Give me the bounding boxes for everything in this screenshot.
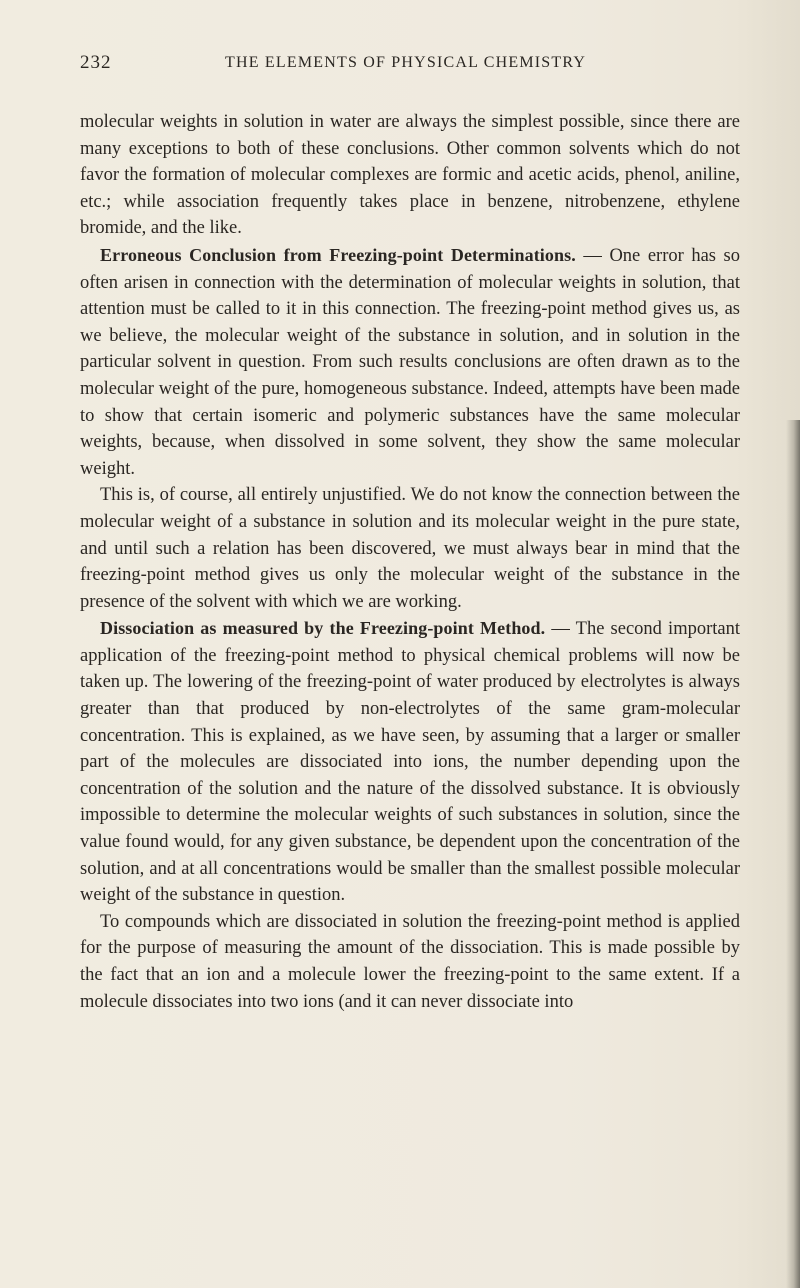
running-title: THE ELEMENTS OF PHYSICAL CHEMISTRY [225,54,587,71]
paragraph-unjustified [80,482,740,615]
paragraph-text: molecular weights in solution in water are always the simplest possible, since there are many exceptions to both of these conclusions. Other common solvents which do not favor the formation of molecular complexes are formic and acetic acids, phenol, aniline, etc.; while association frequently takes place in benzene, nitrobenzene, ethylene bromide, and the like. [80,112,740,239]
page-number: 232 [80,52,112,73]
page-header [80,52,740,82]
section-heading: Dissociation as measured by the Freezing-point Method. [100,618,546,639]
paragraph-erroneous-conclusion [80,242,740,482]
page-edge-shadow [786,420,800,1288]
paragraph-text: — The second important application of the freezing-point method to physical chemical problems will now be taken up. The lowering of the freezing-point of water produced by electrolytes is always greater than that produced by non-electrolytes of the same gram-molecular concentration. This is explained, as we have seen, by assuming that a larger or smaller part of the molecules are dissociated into ions, the number depending upon the concentration of the solution and the nature of the dissolved substance. It is obviously impossible to determine the molecular weights of such substances in solution, since the value found would, for any given substance, be dependent upon the concentration of the solution, and at all concentrations would be smaller than the smallest possible molecular weight of the substance in question. [80,619,740,906]
section-heading: Erroneous Conclusion from Freezing-point Determinations. [100,244,576,265]
paragraph-dissociation [80,615,740,909]
body-text [80,109,740,1015]
paragraph-continuation [80,109,740,242]
paragraph-compounds [80,909,740,1015]
paragraph-text: — One error has so often arisen in connection with the determination of molecular weights in solution, that attention must be called to it in this connection. The freezing-point method gives us, as we believe, the molecular weight of the substance in solution, and in solution in the particular solvent in question. From such results conclusions are often drawn as to the molecular weight of the pure, homogeneous substance. Indeed, attempts have been made to show that certain isomeric and polymeric substances have the same molecular weights, because, when dissolved in some solvent, they show the same molecular weight. [80,245,740,479]
paragraph-text: This is, of course, all entirely unjustified. We do not know the connection between the molecular weight of a substance in solution and its molecular weight in the pure state, and until such a relation has been discovered, we must always bear in mind that the freezing-point method gives us only the molecular weight of the substance in the presence of the solvent with which we are working. [80,485,740,612]
paragraph-text: To compounds which are dissociated in solution the freezing-point method is applied for the purpose of measuring the amount of the dissociation. This is made possible by the fact that an ion and a molecule lower the freezing-point to the same extent. If a molecule dissociates into two ions (and it can never dissociate into [80,911,740,1012]
